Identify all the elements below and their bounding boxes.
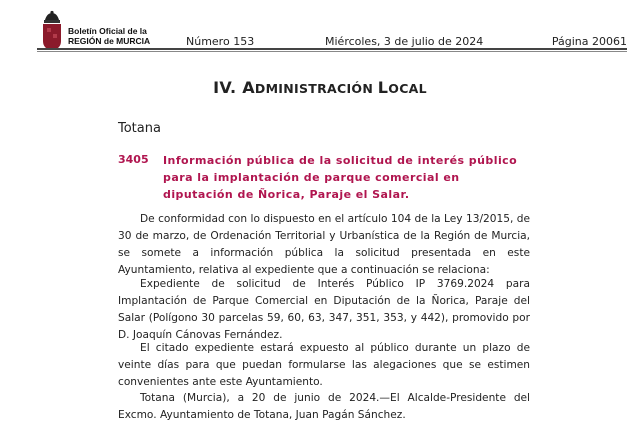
issue-number: Número 153	[186, 35, 255, 48]
page-number: Página 20061	[551, 35, 627, 48]
region-murcia-crest-icon	[41, 10, 63, 50]
body-paragraph: El citado expediente estará expuesto al público durante un plazo de veinte días para que puedan formularse las alegaciones que se estimen convenientes ante este Ayuntamiento.	[118, 342, 530, 388]
announcement-number: 3405	[118, 153, 149, 166]
bulletin-header	[37, 8, 627, 52]
body-paragraph: De conformidad con lo dispuesto en el artículo 104 de la Ley 13/2015, de 30 de marzo, de Ordenación Territorial y Urbanística de la Región de Murcia, se somete a información pública la solicitud presentada en este Ayuntamiento, relativa al expediente que a continuación se relaciona:	[118, 213, 530, 276]
announcement-title: Información pública de la solicitud de interés público para la implantación de parque comercial en diputación de Ñorica, Paraje el Salar.	[163, 154, 518, 201]
issue-date: Miércoles, 3 de julio de 2024	[325, 35, 484, 48]
header-rule-thin	[37, 51, 627, 52]
bulletin-brand	[68, 26, 150, 46]
signature-paragraph: Totana (Murcia), a 20 de junio de 2024.—El Alcalde-Presidente del Excmo. Ayuntamiento de Totana, Juan Pagán Sánchez.	[118, 392, 530, 421]
brand-line-2: REGIÓN de MURCIA	[68, 36, 151, 46]
brand-line-1: Boletín Oficial de la	[68, 26, 147, 36]
header-rule	[37, 48, 627, 50]
section-word-rest: OCAL	[388, 81, 427, 96]
section-word-cap: A	[242, 78, 255, 97]
section-word-rest: DMINISTRACIÓN	[254, 81, 378, 96]
municipality-heading: Totana	[118, 121, 161, 136]
body-paragraph: Expediente de solicitud de Interés Público IP 3769.2024 para Implantación de Parque Comercial en Diputación de la Ñorica, Paraje del Salar (Polígono 30 parcelas 59, 60, 63, 347, 351, 353, y 442), promovido por D. Joaquín Cánovas Fernández.	[118, 278, 530, 341]
section-prefix: IV.	[213, 78, 243, 97]
section-title	[0, 78, 640, 97]
section-word-cap: L	[377, 78, 389, 97]
